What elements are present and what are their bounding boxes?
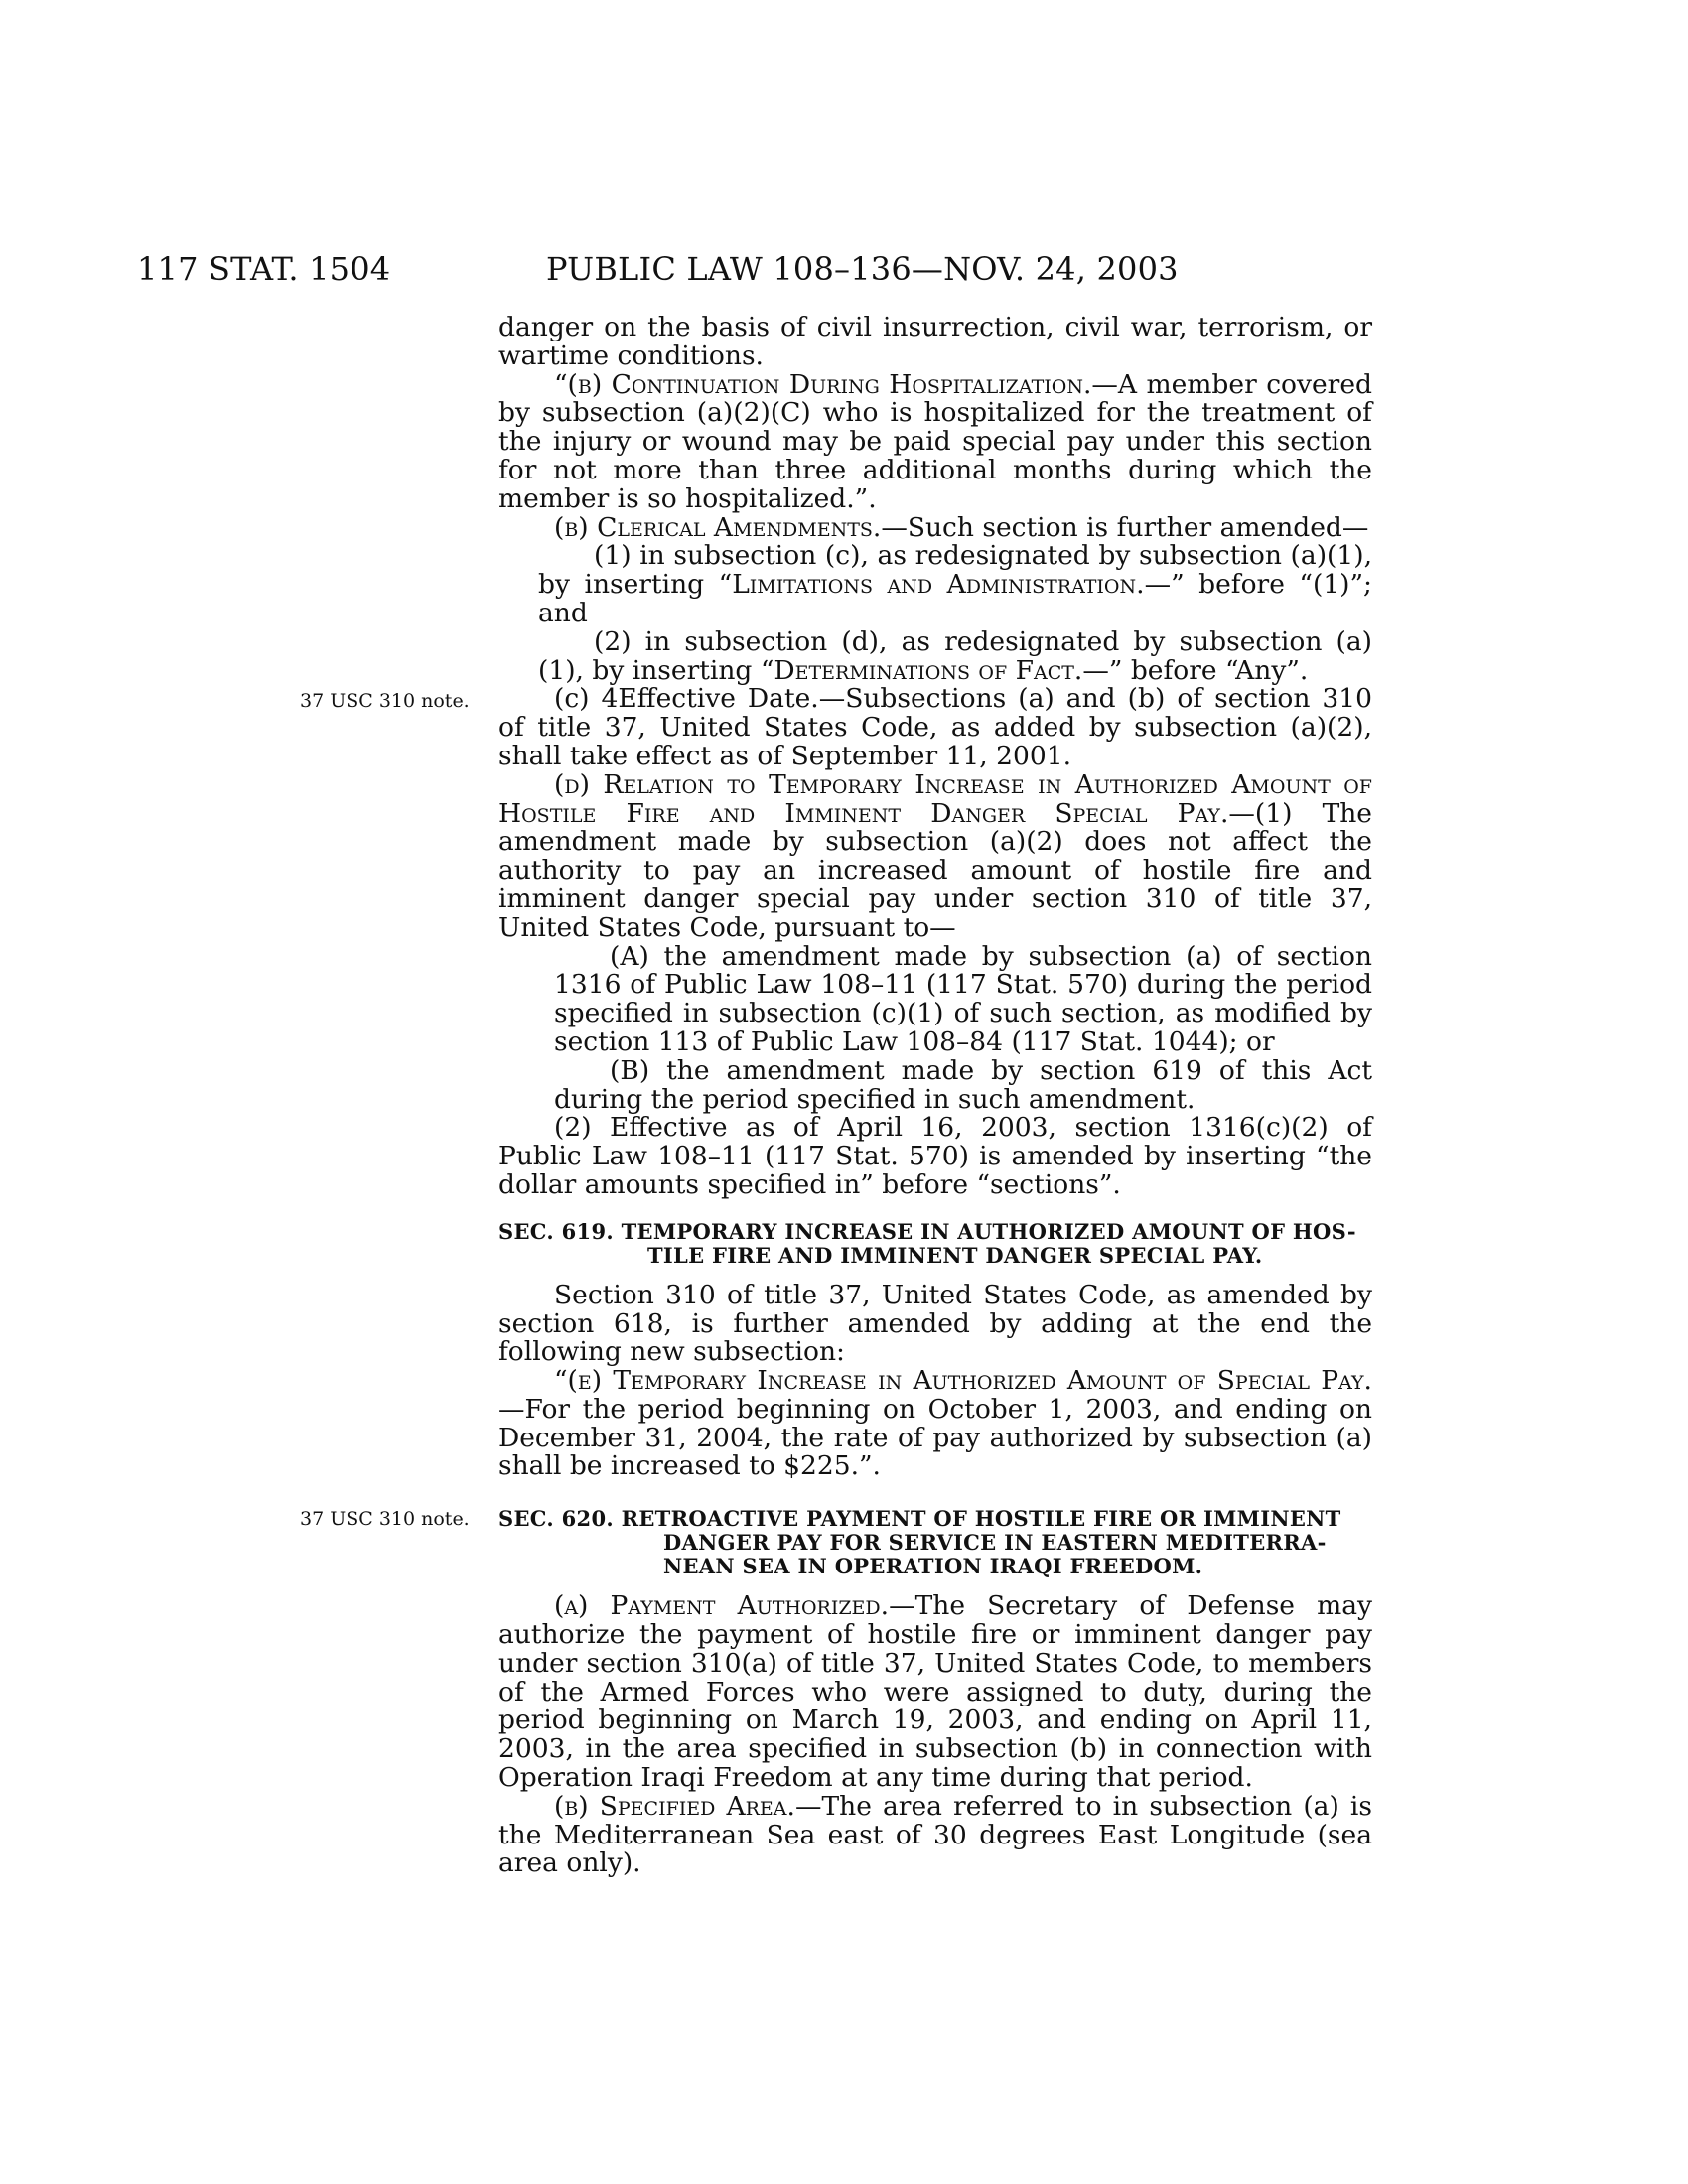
document-body <box>300 312 1372 1879</box>
margin-note-usc: 37 USC 310 note. <box>300 1508 470 1531</box>
margin-note-usc: 37 USC 310 note. <box>300 690 470 713</box>
paragraph-heading: (d) Relation to Temporary Increase in Authorized Amount of Hostile Fire and Imminent Danger Special Pay. <box>498 768 1372 829</box>
paragraph-text: (c) 4Effective Date.—Subsections (a) and (b) of section 310 of title 37, United States Code, as added by subsection (a)(2), shall take effect as of September 11, 2001. <box>498 683 1372 771</box>
section-620-heading <box>300 1506 1372 1579</box>
section-heading-line: TILE FIRE AND IMMINENT DANGER SPECIAL PAY. <box>647 1242 1263 1268</box>
paragraph-payment-authorized <box>498 1592 1372 1793</box>
paragraph-2-effective: (2) Effective as of April 16, 2003, section 1316(c)(2) of Public Law 108–11 (117 Stat. 570) is amended by inserting “the dollar amounts specified in” before “sections”. <box>498 1112 1372 1200</box>
paragraph-temporary-increase <box>498 1367 1372 1481</box>
clause-text-end: —” before “(1)”; and <box>538 569 1372 628</box>
clause-heading-insert: Limitations and Administration. <box>732 569 1145 601</box>
paragraph-text: —The Secretary of Defense may authorize the payment of hostile fire or imminent danger pay under section 310(a) of title 37, United States Code, to members of the Armed Forces who were assigned to duty, during the period beginning on March 19, 2003, and ending on April 11, 2003, in the area specified in subsection (b) in connection with Operation Iraqi Freedom at any time during that period. <box>498 1590 1372 1794</box>
subparagraph-a: (A) the amendment made by subsection (a) of section 1316 of Public Law 108–11 (117 Stat. 570) during the period specified in subsection (c)(1) of such section, as modified by section 113 of Public Law 108–84 (117 Stat. 1044); or <box>554 940 1372 1057</box>
clause-text: (1) in subsection (c), as redesignated by subsection (a)(1), by inserting “ <box>538 540 1372 601</box>
paragraph-heading: “(e) Temporary Increase in Authorized Amount of Special Pay. <box>554 1365 1372 1397</box>
section-heading-line: DANGER PAY FOR SERVICE IN EASTERN MEDITERRA- <box>663 1530 1327 1556</box>
paragraph-continuation: danger on the basis of civil insurrection, civil war, terrorism, or wartime conditions. <box>498 312 1372 371</box>
clause-2 <box>498 625 1372 686</box>
running-header-title: PUBLIC LAW 108–136—NOV. 24, 2003 <box>546 250 1179 288</box>
clause-1 <box>498 542 1372 627</box>
paragraph-text: —A member covered by subsection (a)(2)(C) who is hospitalized for the treatment of the injury or wound may be paid special pay under this section for not more than three additional months during which the member is so hospitalized.”. <box>498 368 1372 514</box>
page-stat-reference: 117 STAT. 1504 <box>137 250 391 288</box>
paragraph-heading: (b) Specified Area. <box>554 1790 795 1822</box>
section-heading-line: SEC. 619. TEMPORARY INCREASE IN AUTHORIZED AMOUNT OF HOS- <box>498 1218 1356 1244</box>
paragraph-clerical-amendments <box>498 511 1372 543</box>
paragraph-continuation-hospitalization <box>498 368 1372 514</box>
paragraph-heading: (a) Payment Authorized. <box>554 1590 890 1622</box>
paragraph-text: —Such section is further amended— <box>881 511 1369 543</box>
paragraph-effective-date <box>300 683 1372 771</box>
paragraph-heading: “(b) Continuation During Hospitalization. <box>554 368 1092 400</box>
subparagraph-b: (B) the amendment made by section 619 of this Act during the period specified in such amendment. <box>554 1054 1372 1115</box>
paragraph-section-619: Section 310 of title 37, United States Code, as amended by section 618, is further amended by adding at the end the following new subsection: <box>498 1279 1372 1368</box>
clause-text-end: —” before “Any”. <box>1082 654 1309 686</box>
paragraph-text: —For the period beginning on October 1, 2003, and ending on December 31, 2004, the rate of pay authorized by subsection (a) shall be increased to $225.”. <box>498 1393 1372 1482</box>
paragraph-text: —(1) The amendment made by subsection (a)(2) does not affect the authority to pay an increased amount of hostile fire and imminent danger special pay under section 310 of title 37, United States Code, pursuant to— <box>498 797 1372 943</box>
section-heading-line: SEC. 620. RETROACTIVE PAYMENT OF HOSTILE FIRE OR IMMINENT <box>498 1506 1341 1532</box>
section-619-heading <box>498 1220 1372 1268</box>
clause-heading-insert: Determinations of Fact. <box>774 654 1083 686</box>
paragraph-heading: (b) Clerical Amendments. <box>554 511 882 543</box>
paragraph-text: —The area referred to in subsection (a) is the Mediterranean Sea east of 30 degrees East Longitude (sea area only). <box>498 1790 1372 1879</box>
paragraph-specified-area <box>498 1790 1372 1879</box>
clause-text: (2) in subsection (d), as redesignated by subsection (a)(1), by inserting “ <box>538 625 1372 686</box>
section-heading-line: NEAN SEA IN OPERATION IRAQI FREEDOM. <box>663 1554 1203 1579</box>
paragraph-relation-to-increase <box>498 768 1372 943</box>
